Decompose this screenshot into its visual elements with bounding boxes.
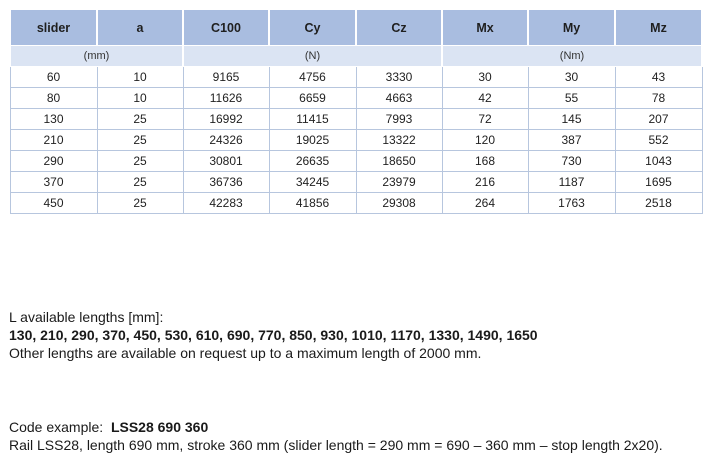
lengths-note: Other lengths are available on request up to a maximum length of 2000 mm. bbox=[9, 345, 482, 361]
lengths-values: 130, 210, 290, 370, 450, 530, 610, 690, 770, 850, 930, 1010, 1170, 1330, 1490, 1650 bbox=[9, 327, 538, 343]
spec-table bbox=[9, 9, 703, 214]
table-cell: 34245 bbox=[269, 172, 356, 193]
table-row bbox=[10, 151, 702, 172]
table-cell: 42 bbox=[442, 88, 528, 109]
col-header: Mx bbox=[442, 10, 528, 46]
table-cell: 60 bbox=[10, 67, 97, 88]
table-cell: 290 bbox=[10, 151, 97, 172]
table-cell: 78 bbox=[615, 88, 702, 109]
col-header: My bbox=[528, 10, 615, 46]
table-row bbox=[10, 130, 702, 151]
table-cell: 25 bbox=[97, 130, 183, 151]
table-cell: 210 bbox=[10, 130, 97, 151]
table-cell: 23979 bbox=[356, 172, 442, 193]
col-header: slider bbox=[10, 10, 97, 46]
table-cell: 25 bbox=[97, 151, 183, 172]
col-header: Cy bbox=[269, 10, 356, 46]
table-cell: 26635 bbox=[269, 151, 356, 172]
table-cell: 72 bbox=[442, 109, 528, 130]
table-cell: 25 bbox=[97, 109, 183, 130]
table-cell: 730 bbox=[528, 151, 615, 172]
table-cell: 43 bbox=[615, 67, 702, 88]
code-example-description: Rail LSS28, length 690 mm, stroke 360 mm (slider length = 290 mm = 690 – 360 mm – stop length 2x20). bbox=[9, 437, 663, 453]
table-row bbox=[10, 67, 702, 88]
table-row bbox=[10, 172, 702, 193]
table-cell: 387 bbox=[528, 130, 615, 151]
table-cell: 3330 bbox=[356, 67, 442, 88]
table-cell: 2518 bbox=[615, 193, 702, 214]
col-header: Mz bbox=[615, 10, 702, 46]
code-example-label: Code example: bbox=[9, 419, 104, 435]
table-cell: 264 bbox=[442, 193, 528, 214]
table-cell: 4756 bbox=[269, 67, 356, 88]
table-cell: 370 bbox=[10, 172, 97, 193]
table-cell: 120 bbox=[442, 130, 528, 151]
table-cell: 18650 bbox=[356, 151, 442, 172]
code-example-value: LSS28 690 360 bbox=[110, 419, 209, 435]
table-cell: 168 bbox=[442, 151, 528, 172]
table-row bbox=[10, 88, 702, 109]
table-cell: 11415 bbox=[269, 109, 356, 130]
table-cell: 16992 bbox=[183, 109, 269, 130]
table-cell: 80 bbox=[10, 88, 97, 109]
col-header: Cz bbox=[356, 10, 442, 46]
table-cell: 30 bbox=[528, 67, 615, 88]
table-cell: 6659 bbox=[269, 88, 356, 109]
table-row bbox=[10, 109, 702, 130]
table-cell: 1695 bbox=[615, 172, 702, 193]
table-cell: 55 bbox=[528, 88, 615, 109]
table-cell: 24326 bbox=[183, 130, 269, 151]
table-cell: 1043 bbox=[615, 151, 702, 172]
units-row bbox=[10, 46, 702, 67]
table-cell: 11626 bbox=[183, 88, 269, 109]
table-cell: 1763 bbox=[528, 193, 615, 214]
table-cell: 450 bbox=[10, 193, 97, 214]
table-cell: 207 bbox=[615, 109, 702, 130]
table-cell: 4663 bbox=[356, 88, 442, 109]
table-cell: 552 bbox=[615, 130, 702, 151]
table-cell: 30 bbox=[442, 67, 528, 88]
table-cell: 36736 bbox=[183, 172, 269, 193]
table-cell: 7993 bbox=[356, 109, 442, 130]
table-cell: 29308 bbox=[356, 193, 442, 214]
table-cell: 10 bbox=[97, 88, 183, 109]
table-cell: 145 bbox=[528, 109, 615, 130]
table-cell: 42283 bbox=[183, 193, 269, 214]
table-cell: 19025 bbox=[269, 130, 356, 151]
unit-label-n: (N) bbox=[183, 46, 442, 67]
table-cell: 216 bbox=[442, 172, 528, 193]
lengths-label: L available lengths [mm]: bbox=[9, 309, 164, 325]
unit-label-nm: (Nm) bbox=[442, 46, 702, 67]
unit-label-mm: (mm) bbox=[10, 46, 183, 67]
table-cell: 41856 bbox=[269, 193, 356, 214]
table-body bbox=[10, 67, 702, 214]
header-row bbox=[10, 10, 702, 46]
table-cell: 130 bbox=[10, 109, 97, 130]
col-header: a bbox=[97, 10, 183, 46]
table-cell: 25 bbox=[97, 193, 183, 214]
table-cell: 10 bbox=[97, 67, 183, 88]
table-cell: 25 bbox=[97, 172, 183, 193]
table-cell: 30801 bbox=[183, 151, 269, 172]
table-cell: 1187 bbox=[528, 172, 615, 193]
code-example bbox=[9, 418, 208, 436]
col-header: C100 bbox=[183, 10, 269, 46]
table-cell: 9165 bbox=[183, 67, 269, 88]
table-row bbox=[10, 193, 702, 214]
table-cell: 13322 bbox=[356, 130, 442, 151]
